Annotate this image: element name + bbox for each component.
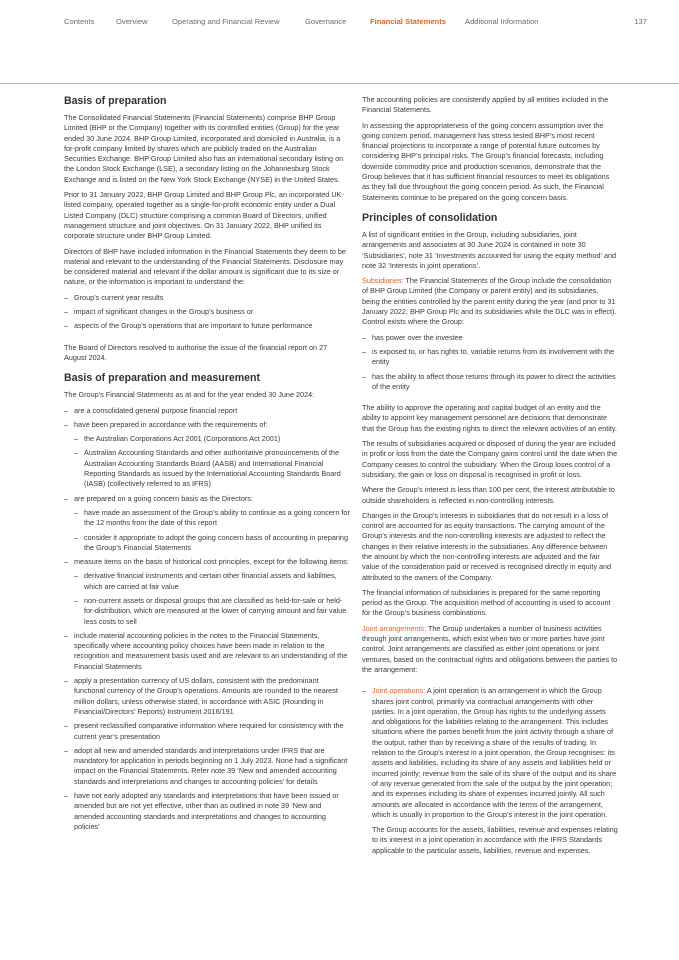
nav-contents[interactable]: Contents — [64, 17, 95, 26]
paragraph: Changes in the Group’s interests in subsidiaries that do not result in a loss of control are accounted for as equity transactions. The carrying amount of the Group’s interests and the non-controlling interests are adjusted to reflect the changes in their relative interests in the subsidiaries. Any difference between the amount by which the non-controlling interests are adjusted and the fair value of the consideration paid or received is recognised directly in equity and attributed to the owners of the Company. — [362, 510, 612, 582]
paragraph: A list of significant entities in the Group, including subsidiaries, joint arrangements and associates at 30 June 2024 is contained in note 30 ‘Subsidiaries’, note 31 ‘Investments accounted for using the equity method’ and note 32 ‘Interests in joint operations’. — [362, 229, 617, 270]
page-number: 137 — [634, 17, 647, 26]
list-item: – Group’s current year results — [64, 293, 350, 303]
sub-list-item: – consider it appropriate to adopt the going concern basis of accounting in preparing the Group’s Financial Statements — [74, 533, 350, 554]
paragraph: In assessing the appropriateness of the going concern assumption over the going concern period, management has stress tested BHP’s most recent financial projections to incorporate a range of potential future outcomes by considering BHP’s principal risks. The Group’s financial forecasts, including downside commodity price and production scenarios, demonstrate that the Group believes that it has sufficient financial resources to meet its obligations as they fall due throughout the going concern period. As such, the Financial Statements continue to be prepared on the going concern basis. — [362, 120, 610, 202]
list-item: – include material accounting policies in the notes to the Financial Statements, specifically where accounting policy choices have been made in relation to the recognition and measurement basis used and are relevant to an understanding of the Financial Statements — [64, 631, 350, 672]
right-column — [362, 95, 618, 861]
bullet-list — [64, 293, 350, 332]
bullet-list — [362, 686, 618, 820]
paragraph-subsidiaries: Subsidiaries: The Financial Statements of the Group include the consolidation of BHP Group Limited (the Company or parent entity) and its subsidiaries, being the entities controlled by the parent entity during the year (and prior to 31 January 2022, BHP Group Plc and its subsidiaries while the DLC was in effect). Control exists where the Group: — [362, 276, 617, 327]
list-item: – is exposed to, or has rights to, variable returns from its involvement with the entity — [362, 347, 618, 368]
subsidiaries-label: Subsidiaries: — [362, 276, 404, 286]
list-item: – have not early adopted any standards and interpretations that have been issued or amended but are not yet effective, other than as outlined in note 39 ‘New and amended accounting standards and interpretations and changes to accounting policies’ — [64, 791, 350, 832]
paragraph: The Group accounts for the assets, liabilities, revenue and expenses relating to its interest in a joint operation in accordance with the IFRS Standards applicable to the particular assets, liabilities, revenue and expenses. — [372, 825, 618, 855]
paragraph: The Consolidated Financial Statements (Financial Statements) comprise BHP Group Limited (BHP or the Company) together with its controlled entities (Group) for the year ended 30 June 2024. BHP Group Limited, incorporated and domiciled in Australia, is a for-profit company limited by shares which are publicly traded on the Australian Securities Exchange. BHP Group Limited also has an international secondary listing on the London Stock Exchange (LSE), a secondary listing on the Johannesburg Stock Exchange and is listed on the New York Stock Exchange (NYSE) in the United States. — [64, 113, 344, 184]
joint-operations-label: Joint operations: — [372, 686, 426, 696]
list-item: – have been prepared in accordance with the requirements of: — [64, 420, 350, 430]
bullet-list — [362, 333, 618, 392]
paragraph: The results of subsidiaries acquired or disposed of during the year are included in profit or loss from the date the Company gains control until the date when the Company ceases to control the subsidiary. When the Group loses control of a subsidiary, the gain or loss on disposal is recognised in profit or loss. — [362, 439, 618, 479]
paragraph: Prior to 31 January 2022, BHP Group Limited and BHP Group Plc, an incorporated UK-listed company, operated together as a single-for-profit economic entity under a Dual Listed Company (DLC) structure comprising a common Board of Directors, unified management structure and joint objectives. On 31 January 2022, BHP unified its corporate structure under BHP Group Limited. — [64, 190, 344, 241]
paragraph: The financial information of subsidiaries is prepared for the same reporting period as the Group. The acquisition method of accounting is used to account for the Group’s business combinations. — [362, 587, 611, 618]
list-item: – apply a presentation currency of US dollars, consistent with the predominant functional currency of the Group’s operations. Amounts are rounded to the nearest million dollars, unless otherwise stated, in accordance with ASIC (Rounding in Financial/Directors’ Reports) Instrument 2016/191 — [64, 676, 350, 717]
heading-basis-of-preparation-and-measurement: Basis of preparation and measurement — [64, 372, 261, 385]
list-item: – measure items on the basis of historical cost principles, except for the following items: — [64, 557, 350, 567]
list-item: – adopt all new and amended standards and interpretations under IFRS that are mandatory for application in periods beginning on 1 July 2023. None had a significant impact on the Financial Statements. Refer note 39 ‘New and amended accounting standards and interpretations and changes to accounting policies’ for details — [64, 746, 350, 787]
paragraph: The ability to approve the operating and capital budget of an entity and the ability to appoint key management personnel are decisions that demonstrate that the Group has the existing rights to direct the relevant activities of an entity. — [362, 403, 617, 433]
paragraph: The accounting policies are consistently applied by all entities included in the Financial Statements. — [362, 95, 609, 115]
nav-overview[interactable]: Overview — [116, 17, 148, 26]
list-item: – impact of significant changes in the Group’s business or — [64, 307, 350, 317]
paragraph: The Board of Directors resolved to authorise the issue of the financial report on 27 August 2024. — [64, 342, 328, 362]
list-item: – are a consolidated general purpose financial report — [64, 406, 350, 416]
nav-financial-statements[interactable]: Financial Statements — [370, 17, 446, 26]
header-rule — [0, 83, 679, 84]
list-item: – present reclassified comparative information where required for consistency with the current year’s presentation — [64, 721, 350, 742]
heading-basis-of-preparation: Basis of preparation — [64, 95, 167, 107]
joint-arrangements-label: Joint arrangements: — [362, 623, 427, 633]
sub-list-item: – have made an assessment of the Group’s ability to continue as a going concern for the 12 months from the date of this report — [74, 508, 350, 529]
list-item: – aspects of the Group’s operations that are important to future performance — [64, 321, 350, 331]
paragraph: Where the Group’s interest is less than 100 per cent, the interest attributable to outside shareholders is reflected in non-controlling interests. — [362, 485, 615, 505]
list-item-joint-operations: – Joint operations: A joint operation is an arrangement in which the Group shares joint control, primarily via contractual arrangements with other parties. In a joint operation, the Group has rights to the underlying assets and obligations for the liabilities relating to the arrangement. This includes situations where the parties benefit from the joint activity through a share of the output, rather than by receiving a share of the results of trading. In relation to the Group’s interest in a joint operation, the Group recognises: its assets and liabilities, including its share of any assets and liabilities held or incurred jointly; revenue from the sale of its share of the output and its share of any revenue generated from the sale of the output by the joint operation; and its expenses including its share of expenses incurred jointly. All such amounts are allocated in accordance with the terms of the arrangement, which is usually in proportion to the Group’s interest in the joint operation. — [362, 686, 618, 820]
sub-list-item: – derivative financial instruments and certain other financial assets and liabilities, which are carried at fair value — [74, 571, 350, 592]
top-navigation — [0, 0, 679, 40]
sub-list-item: – Australian Accounting Standards and other authoritative pronouncements of the Australian Accounting Standards Board (AASB) and International Financial Reporting Standards as issued by the International Accounting Standards Board (IASB) (collectively referred to as IFRS) — [74, 448, 350, 489]
nav-operating-financial-review[interactable]: Operating and Financial Review — [172, 17, 280, 26]
list-item: – are prepared on a going concern basis as the Directors: — [64, 494, 350, 504]
paragraph: The Group’s Financial Statements as at and for the year ended 30 June 2024: — [64, 390, 315, 400]
list-item: – has power over the investee — [362, 333, 618, 343]
nav-governance[interactable]: Governance — [305, 17, 347, 26]
left-column — [64, 95, 350, 837]
paragraph: Directors of BHP have included information in the Financial Statements they deem to be material and relevant to the understanding of the Financial Statements. Disclosure may be considered material and relevant if the dollar amount is significant due to its size or nature, or the information is important to understand the: — [64, 246, 346, 287]
sub-list-item: – non-current assets or disposal groups that are classified as held-for-sale or held-for-distribution, which are measured at the lower of carrying amount and fair value less costs to sell — [74, 596, 350, 627]
list-item: – has the ability to affect those returns through its power to direct the activities of the entity — [362, 372, 618, 393]
sub-list-item: – the Australian Corporations Act 2001 (Corporations Act 2001) — [74, 434, 350, 444]
paragraph-joint-arrangements: Joint arrangements: The Group undertakes a number of business activities through joint arrangements, which exist when two or more parties have joint control. Joint arrangements are classified as either joint operations or joint ventures, based on the contractual rights and obligations between the parties to the arrangement: — [362, 623, 618, 674]
bullet-list — [64, 406, 350, 833]
nav-additional-information[interactable]: Additional Information — [465, 17, 539, 26]
heading-principles-of-consolidation: Principles of consolidation — [362, 211, 498, 224]
